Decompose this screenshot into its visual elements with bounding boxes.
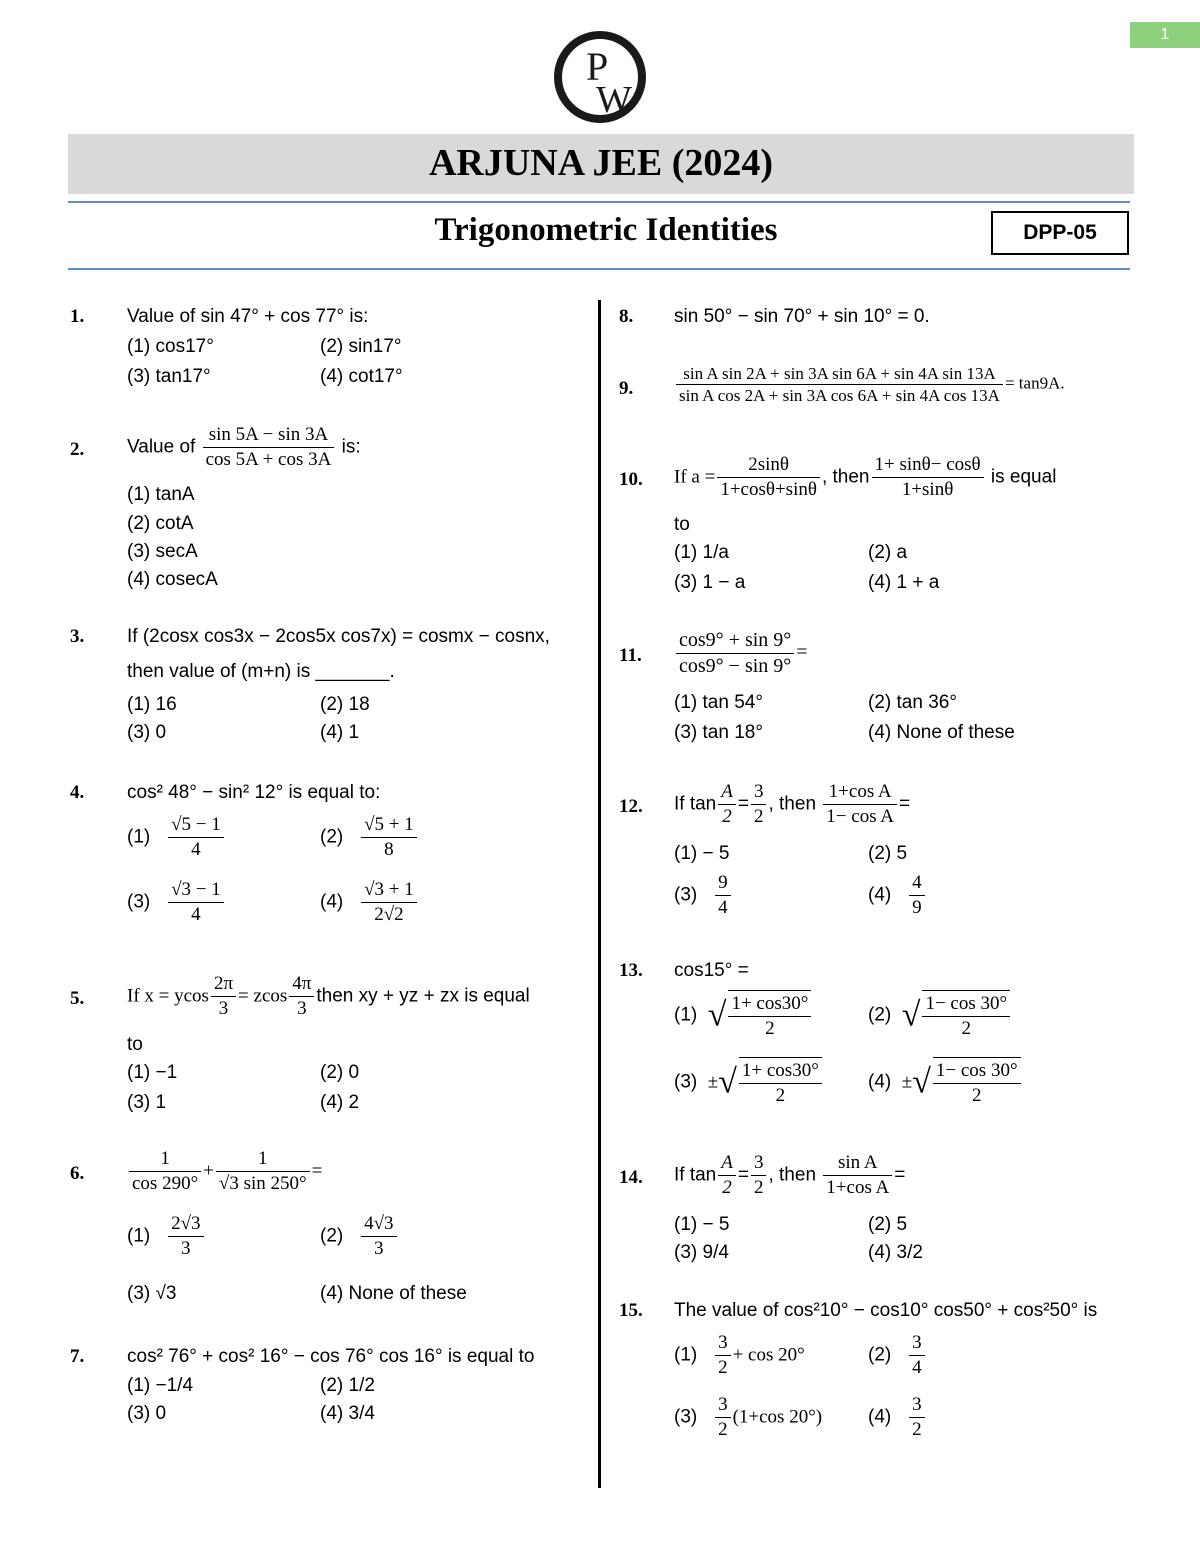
denominator: cos 290° <box>132 1172 199 1194</box>
question-text: sin 50° − sin 70° + sin 10° = 0. <box>674 306 930 327</box>
option: (3) secA <box>127 541 198 562</box>
denominator: cos9° − sin 9° <box>679 655 792 677</box>
denominator: 1− cos A <box>826 805 895 827</box>
question-text: If (2cosx cos3x − 2cos5x cos7x) = cosmx − cosnx, <box>127 626 550 647</box>
radical-sign: √ <box>707 996 727 1034</box>
fraction <box>211 972 236 1021</box>
fraction <box>718 1151 736 1200</box>
question-text: to <box>674 514 690 535</box>
question-text <box>674 780 910 829</box>
denominator: √3 sin 250° <box>218 1172 307 1194</box>
option: (1) 16 <box>127 694 177 715</box>
question-number: 4. <box>70 782 85 803</box>
numerator: 2π <box>211 972 236 997</box>
option: (3) 1 − a <box>674 572 746 593</box>
numerator: √3 − 1 <box>168 878 224 903</box>
fraction <box>216 1147 310 1196</box>
numerator: √5 − 1 <box>168 813 224 838</box>
text: , then <box>821 466 870 488</box>
numerator: sin A <box>823 1151 892 1176</box>
text: = <box>894 1164 906 1186</box>
fraction <box>751 1151 767 1200</box>
option-label: (4) <box>868 1406 892 1428</box>
pw-logo <box>553 30 647 124</box>
denominator: 4 <box>191 838 201 860</box>
numerator: 1 <box>129 1147 201 1172</box>
radical-sign: √ <box>718 1063 737 1101</box>
option: (4) None of these <box>320 1283 467 1304</box>
divider-rule <box>68 268 1130 270</box>
numerator: 4 <box>909 871 925 896</box>
divider-rule <box>68 201 1130 203</box>
fraction <box>718 780 736 829</box>
option <box>320 813 419 862</box>
option-label: (2) <box>320 826 344 848</box>
numerator: 3 <box>909 1393 925 1418</box>
option <box>674 990 813 1041</box>
numerator: 3 <box>909 1331 925 1356</box>
fraction <box>168 1212 203 1261</box>
fraction <box>715 1393 731 1442</box>
denominator: 3 <box>181 1237 191 1259</box>
fraction <box>823 1151 892 1200</box>
option-label: (4) <box>320 891 344 913</box>
question-text <box>127 972 530 1021</box>
option: (1) − 5 <box>674 843 730 864</box>
option <box>868 1331 927 1380</box>
option <box>868 1393 927 1442</box>
fraction <box>676 363 1003 407</box>
option: (2) a <box>868 542 908 563</box>
option: (4) cosecA <box>127 569 218 590</box>
question-text <box>674 453 1056 502</box>
text: , then <box>768 1164 817 1186</box>
option-label: (4) <box>868 884 892 906</box>
option: (1) − 5 <box>674 1214 730 1235</box>
option <box>127 1212 206 1261</box>
numerator: 1+cos A <box>823 780 897 805</box>
text: = <box>311 1160 323 1182</box>
numerator: 1+ sinθ− cosθ <box>872 453 984 478</box>
option-label: (3) <box>674 1071 698 1093</box>
question-text: cos² 48° − sin² 12° is equal to: <box>127 782 381 803</box>
denominator: 2 <box>765 1017 775 1039</box>
svg-text:W: W <box>596 79 632 121</box>
numerator: 1− cos 30° <box>922 992 1010 1017</box>
option <box>674 1057 824 1108</box>
option <box>674 1393 822 1442</box>
option: (1) tanA <box>127 484 195 505</box>
denominator: cos 5A + cos 3A <box>205 448 332 470</box>
numerator: √3 + 1 <box>361 878 417 903</box>
option <box>674 1331 805 1380</box>
question-number: 5. <box>70 988 85 1009</box>
question-number: 7. <box>70 1346 85 1367</box>
text: is equal <box>990 466 1057 488</box>
denominator: 9 <box>912 896 922 918</box>
text: = tan9A. <box>1004 373 1065 393</box>
denominator: 2 <box>775 1084 786 1106</box>
fraction <box>168 813 224 862</box>
text: (1+cos 20°) <box>732 1406 823 1428</box>
numerator: 4√3 <box>361 1212 396 1237</box>
option: (4) 2 <box>320 1092 360 1113</box>
fraction <box>909 1393 925 1442</box>
radical-sign: √ <box>901 996 921 1034</box>
question-number: 3. <box>70 626 85 647</box>
option: (3) 0 <box>127 1403 167 1424</box>
option: (4) 3/2 <box>868 1242 923 1263</box>
text: = <box>899 793 911 815</box>
numerator: 3 <box>715 1393 731 1418</box>
question-number: 15. <box>619 1300 643 1321</box>
denominator: sin A cos 2A + sin 3A cos 6A + sin 4A cos 13A <box>679 386 1000 406</box>
page-number: 1 <box>1130 22 1200 48</box>
fraction <box>751 780 767 829</box>
fraction <box>361 813 417 862</box>
option: (2) 18 <box>320 694 370 715</box>
numerator: A <box>718 1151 736 1176</box>
svg-text:P: P <box>586 44 609 89</box>
fraction <box>676 628 794 679</box>
option: (1) −1 <box>127 1062 178 1083</box>
numerator: cos9° + sin 9° <box>676 628 794 654</box>
question-text: then value of (m+n) is _______. <box>127 661 395 682</box>
numerator: 1+ cos30° <box>728 992 811 1017</box>
question-text: Value of sin 47° + cos 77° is: <box>127 306 369 327</box>
numerator: sin 5A − sin 3A <box>203 423 335 448</box>
question-number: 6. <box>70 1163 85 1184</box>
denominator: 4 <box>191 903 201 925</box>
option <box>868 1057 1023 1108</box>
denominator: 2 <box>722 805 732 827</box>
question-text <box>674 363 1065 407</box>
numerator: 1 <box>216 1147 310 1172</box>
fraction <box>361 1212 396 1261</box>
text: Value of <box>127 436 196 458</box>
text: = zcos <box>238 985 288 1007</box>
option: (2) 0 <box>320 1062 360 1083</box>
subtitle: Trigonometric Identities <box>434 212 778 248</box>
fraction <box>168 878 224 927</box>
fraction <box>909 871 925 920</box>
fraction <box>203 423 335 472</box>
fraction <box>715 871 731 920</box>
option-label: (1) <box>674 1344 698 1366</box>
denominator: 2 <box>961 1017 972 1039</box>
option-label: (3) <box>127 891 151 913</box>
question-number: 12. <box>619 796 643 817</box>
text: = <box>737 793 749 815</box>
option: (2) 5 <box>868 1214 908 1235</box>
question-number: 11. <box>619 645 642 666</box>
column-divider <box>598 300 601 1488</box>
option-label: (1) <box>127 826 151 848</box>
option: (4) cot17° <box>320 366 403 387</box>
fraction <box>922 990 1010 1041</box>
denominator: 8 <box>384 838 394 860</box>
fraction <box>129 1147 201 1196</box>
option: (2) tan 36° <box>868 692 957 713</box>
text: then xy + yz + zx is equal <box>316 985 530 1007</box>
option <box>674 871 733 920</box>
fraction <box>823 780 897 829</box>
option: (2) 5 <box>868 843 908 864</box>
page-title: ARJUNA JEE (2024) <box>428 142 774 184</box>
option: (3) √3 <box>127 1283 177 1304</box>
option <box>320 878 419 927</box>
fraction <box>933 1057 1021 1108</box>
option-label: (4) <box>868 1071 892 1093</box>
dpp-badge: DPP-05 <box>991 211 1129 255</box>
option-label: (1) <box>674 1004 698 1026</box>
numerator: 3 <box>751 1151 767 1176</box>
option <box>868 990 1012 1041</box>
numerator: 3 <box>751 780 767 805</box>
option <box>127 878 226 927</box>
denominator: 2 <box>722 1176 732 1198</box>
text: If tan <box>674 1164 717 1186</box>
option: (1) cos17° <box>127 336 214 357</box>
question-text: cos15° = <box>674 960 749 981</box>
question-text: to <box>127 1034 143 1055</box>
option: (2) cotA <box>127 513 194 534</box>
fraction <box>728 990 811 1041</box>
numerator: A <box>718 780 736 805</box>
fraction <box>717 453 820 502</box>
denominator: 2 <box>912 1418 922 1440</box>
option: (2) 1/2 <box>320 1375 375 1396</box>
text: = <box>796 641 808 664</box>
option: (3) 9/4 <box>674 1242 729 1263</box>
denominator: 1+cos A <box>826 1176 890 1198</box>
question-text <box>674 1151 905 1200</box>
question-text <box>674 628 808 679</box>
radical-sign: √ <box>912 1063 931 1101</box>
question-number: 13. <box>619 960 643 981</box>
option-label: (3) <box>674 1406 698 1428</box>
text: If x = ycos <box>127 985 209 1007</box>
question-number: 10. <box>619 469 643 490</box>
question-number: 1. <box>70 306 85 327</box>
option-label: (2) <box>868 1004 892 1026</box>
option: (4) 1 + a <box>868 572 940 593</box>
denominator: 4 <box>912 1356 922 1378</box>
question-number: 14. <box>619 1167 643 1188</box>
option-label: (2) <box>868 1344 892 1366</box>
text: is: <box>341 436 361 458</box>
option: (1) tan 54° <box>674 692 763 713</box>
denominator: 3 <box>297 997 307 1019</box>
denominator: 1+cosθ+sinθ <box>720 478 817 500</box>
text: = <box>737 1164 749 1186</box>
denominator: 2 <box>753 805 764 827</box>
numerator: 1− cos 30° <box>933 1059 1021 1084</box>
option: (2) sin17° <box>320 336 402 357</box>
fraction <box>715 1331 731 1380</box>
text: If tan <box>674 793 717 815</box>
text: + cos 20° <box>732 1344 805 1366</box>
option: (3) 1 <box>127 1092 167 1113</box>
option <box>320 1212 399 1261</box>
denominator: 3 <box>218 997 229 1019</box>
question-text <box>127 423 361 472</box>
denominator: 2 <box>753 1176 764 1198</box>
option-label: (1) <box>127 1225 151 1247</box>
text: + <box>203 1160 214 1182</box>
question-number: 8. <box>619 306 634 327</box>
text: , then <box>768 793 817 815</box>
denominator: 2 <box>718 1418 728 1440</box>
numerator: 3 <box>715 1331 731 1356</box>
denominator: 2 <box>718 1356 728 1378</box>
question-text <box>127 1147 322 1196</box>
numerator: 2√3 <box>168 1212 203 1237</box>
question-number: 9. <box>619 378 634 399</box>
option: (3) 0 <box>127 722 167 743</box>
option: (4) None of these <box>868 722 1015 743</box>
numerator: 2sinθ <box>717 453 820 478</box>
fraction <box>872 453 984 502</box>
option: (4) 1 <box>320 722 360 743</box>
plus-minus: ± <box>707 1071 719 1093</box>
denominator: 3 <box>374 1237 384 1259</box>
denominator: 2 <box>971 1084 982 1106</box>
option: (1) 1/a <box>674 542 729 563</box>
question-number: 2. <box>70 439 85 460</box>
denominator: 1+sinθ <box>901 478 954 500</box>
option <box>868 871 927 920</box>
denominator: 4 <box>718 896 728 918</box>
option-label: (2) <box>320 1225 344 1247</box>
option-label: (3) <box>674 884 698 906</box>
fraction <box>289 972 314 1021</box>
question-text: The value of cos²10° − cos10° cos50° + cos²50° is <box>674 1300 1098 1321</box>
option: (3) tan 18° <box>674 722 763 743</box>
numerator: 9 <box>715 871 731 896</box>
option: (4) 3/4 <box>320 1403 375 1424</box>
fraction <box>909 1331 925 1380</box>
fraction <box>361 878 417 927</box>
numerator: sin A sin 2A + sin 3A sin 6A + sin 4A sin 13A <box>676 363 1003 385</box>
plus-minus: ± <box>901 1071 913 1093</box>
numerator: √5 + 1 <box>361 813 417 838</box>
question-text: cos² 76° + cos² 16° − cos 76° cos 16° is equal to <box>127 1346 535 1367</box>
option: (1) −1/4 <box>127 1375 194 1396</box>
numerator: 4π <box>289 972 314 997</box>
denominator: 2√2 <box>374 903 404 925</box>
text: If a = <box>674 466 716 488</box>
numerator: 1+ cos30° <box>739 1059 822 1084</box>
option <box>127 813 226 862</box>
fraction <box>739 1057 822 1108</box>
option: (3) tan17° <box>127 366 211 387</box>
